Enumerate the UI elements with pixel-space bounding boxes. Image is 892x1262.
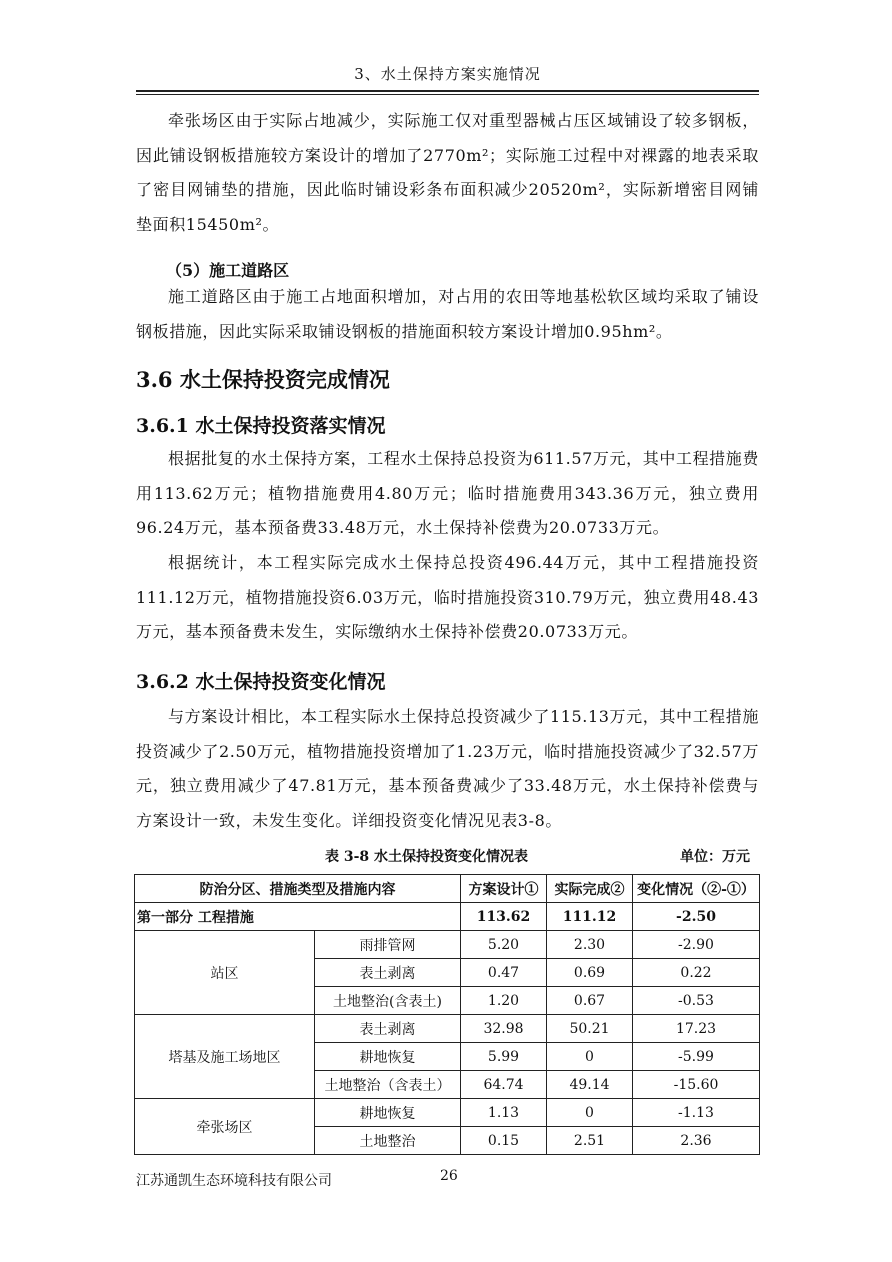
cell-change: -1.13 — [633, 1099, 760, 1127]
paragraph-actual-investment: 根据统计，本工程实际完成水土保持总投资496.44万元，其中工程措施投资111.12万元，植物措施投资6.03万元，临时措施投资310.79万元，独立费用48.43万元，基本预备费未发生，实际缴纳水土保持补偿费20.0733万元。 — [136, 553, 759, 641]
page-header: 3、水土保持方案实施情况 — [354, 65, 541, 83]
table-caption: 表 3-8 水土保持投资变化情况表 — [325, 849, 529, 865]
cell-change: -5.99 — [633, 1043, 760, 1071]
section-heading-3-6: 3.6 水土保持投资完成情况 — [136, 367, 390, 392]
cell-plan: 5.20 — [461, 931, 547, 959]
header-cell: 实际完成② — [547, 875, 633, 903]
cell-label: 第一部分 工程措施 — [135, 903, 461, 931]
cell-zone: 牵张场区 — [135, 1099, 315, 1155]
table-row — [135, 931, 760, 959]
cell-actual: 0 — [547, 1043, 633, 1071]
cell-item: 表土剥离 — [315, 1015, 461, 1043]
cell-item: 耕地恢复 — [315, 1099, 461, 1127]
cell-actual: 0.69 — [547, 959, 633, 987]
paragraph-construction-road: 施工道路区由于施工占地面积增加，对占用的农田等地基松软区域均采取了铺设钢板措施，因此实际采取铺设钢板的措施面积较方案设计增加0.95hm²。 — [136, 287, 759, 341]
cell-actual: 2.51 — [547, 1127, 633, 1155]
paragraph-tension-site: 牵张场区由于实际占地减少，实际施工仅对重型器械占压区域铺设了较多钢板，因此铺设钢板措施较方案设计的增加了2770m²；实际施工过程中对裸露的地表采取了密目网铺垫的措施，因此临时铺设彩条布面积减少20520m²，实际新增密目网铺垫面积15450m²。 — [136, 111, 759, 234]
header-cell: 变化情况（②-①） — [633, 875, 760, 903]
cell-actual: 111.12 — [547, 903, 633, 931]
header-cell: 防治分区、措施类型及措施内容 — [135, 875, 461, 903]
cell-item: 耕地恢复 — [315, 1043, 461, 1071]
cell-plan: 64.74 — [461, 1071, 547, 1099]
header-rule — [136, 90, 759, 92]
table-header-row — [135, 875, 760, 903]
cell-zone: 站区 — [135, 931, 315, 1015]
table-row — [135, 1099, 760, 1127]
section-heading-3-6-2: 3.6.2 水土保持投资变化情况 — [136, 671, 386, 693]
cell-change: -0.53 — [633, 987, 760, 1015]
table-unit: 单位：万元 — [680, 849, 750, 865]
header-rule-thin — [136, 94, 759, 95]
cell-plan: 5.99 — [461, 1043, 547, 1071]
table-row — [135, 1015, 760, 1043]
cell-actual: 50.21 — [547, 1015, 633, 1043]
cell-item: 土地整治 — [315, 1127, 461, 1155]
cell-plan: 113.62 — [461, 903, 547, 931]
cell-actual: 0 — [547, 1099, 633, 1127]
cell-plan: 0.15 — [461, 1127, 547, 1155]
cell-item: 表土剥离 — [315, 959, 461, 987]
cell-zone: 塔基及施工场地区 — [135, 1015, 315, 1099]
section-heading-3-6-1: 3.6.1 水土保持投资落实情况 — [136, 415, 386, 437]
footer-company: 江苏通凯生态环境科技有限公司 — [136, 1173, 332, 1189]
cell-plan: 1.20 — [461, 987, 547, 1015]
paragraph-approved-investment: 根据批复的水土保持方案，工程水土保持总投资为611.57万元，其中工程措施费用113.62万元；植物措施费用4.80万元；临时措施费用343.36万元，独立费用96.24万元，基本预备费33.48万元，水土保持补偿费为20.0733万元。 — [136, 449, 759, 537]
investment-change-table — [134, 874, 760, 1155]
subheading-construction-road: （5）施工道路区 — [166, 261, 290, 280]
cell-actual: 49.14 — [547, 1071, 633, 1099]
cell-change: 2.36 — [633, 1127, 760, 1155]
cell-item: 土地整治(含表土) — [315, 987, 461, 1015]
cell-actual: 0.67 — [547, 987, 633, 1015]
header-cell: 方案设计① — [461, 875, 547, 903]
cell-change: 0.22 — [633, 959, 760, 987]
cell-item: 雨排管网 — [315, 931, 461, 959]
cell-change: 17.23 — [633, 1015, 760, 1043]
cell-plan: 32.98 — [461, 1015, 547, 1043]
page-number: 26 — [440, 1168, 458, 1184]
cell-change: -2.90 — [633, 931, 760, 959]
cell-plan: 1.13 — [461, 1099, 547, 1127]
table-row-part1 — [135, 903, 760, 931]
cell-change: -2.50 — [633, 903, 760, 931]
cell-plan: 0.47 — [461, 959, 547, 987]
cell-item: 土地整治（含表土） — [315, 1071, 461, 1099]
cell-change: -15.60 — [633, 1071, 760, 1099]
cell-actual: 2.30 — [547, 931, 633, 959]
paragraph-investment-change: 与方案设计相比，本工程实际水土保持总投资减少了115.13万元，其中工程措施投资减少了2.50万元，植物措施投资增加了1.23万元，临时措施投资减少了32.57万元，独立费用减少了47.81万元，基本预备费减少了33.48万元，水土保持补偿费与方案设计一致，未发生变化。详细投资变化情况见表3-8。 — [136, 707, 759, 830]
